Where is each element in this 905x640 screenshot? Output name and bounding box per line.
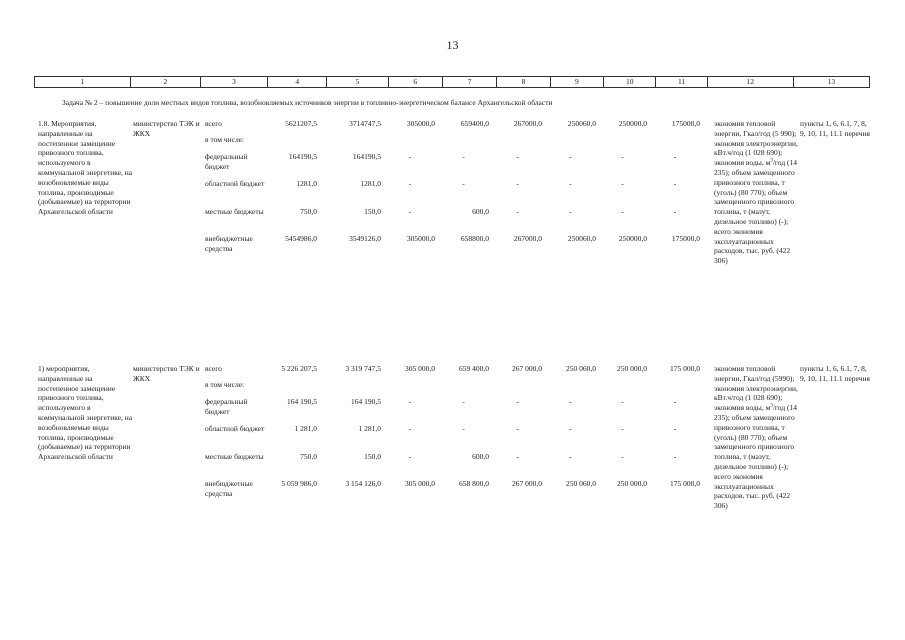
funding-value: - — [462, 152, 465, 161]
executor: министерство ТЭК и ЖКХ — [133, 364, 200, 383]
funding-value: 250 000,0 — [617, 364, 647, 373]
funding-value: 1 281,0 — [358, 424, 381, 433]
funding-value: 267 000,0 — [512, 364, 542, 373]
funding-value: 305000,0 — [406, 119, 435, 128]
funding-value: - — [516, 179, 519, 188]
source-label: внебюджетные средства — [205, 479, 253, 498]
source-label: в том числе: — [205, 135, 245, 144]
funding-value: 175000,0 — [671, 234, 700, 243]
funding-value: 600,0 — [472, 207, 489, 216]
funding-value: - — [516, 452, 519, 461]
funding-value: - — [516, 424, 519, 433]
funding-value: 250 060,0 — [566, 364, 596, 373]
funding-value: - — [462, 397, 465, 406]
col-header: 13 — [793, 77, 869, 88]
funding-value: 164190,5 — [352, 152, 381, 161]
funding-value: 164 190,5 — [287, 397, 317, 406]
funding-value: 305 000,0 — [405, 479, 435, 488]
funding-value: 250 060,0 — [566, 479, 596, 488]
funding-value: 659400,0 — [460, 119, 489, 128]
funding-value: 1 281,0 — [294, 424, 317, 433]
list-items-ref: пункты 1, 6, 6.1, 7, 8, 9, 10, 11, 11.1 перечня — [800, 364, 870, 383]
funding-value: 250000,0 — [618, 119, 647, 128]
funding-value: 164 190,5 — [351, 397, 381, 406]
funding-value: 5 059 986,0 — [281, 479, 317, 488]
funding-value: - — [408, 397, 412, 406]
executor: министерство ТЭК и ЖКХ — [133, 119, 200, 138]
funding-value: 250060,0 — [567, 119, 596, 128]
funding-value: - — [408, 179, 412, 188]
col-header: 8 — [497, 77, 550, 88]
funding-value: - — [408, 452, 412, 461]
list-items-ref: пункты 1, 6, 6.1, 7, 8, 9, 10, 11, 11.1 перечня — [800, 119, 870, 138]
col-header: 12 — [707, 77, 793, 88]
funding-value: 1281,0 — [360, 179, 381, 188]
page-number: 13 — [446, 38, 459, 52]
col-header: 1 — [35, 77, 131, 88]
funding-value: - — [408, 207, 412, 216]
funding-value: 267 000,0 — [512, 479, 542, 488]
measure-name: 1) мероприятия, направленные на постепенное замещение привозного топлива, используемого в коммунальной энергетике, на возобновляемые виды топлива, производимые (добываемые) на территории Архангельской области — [38, 364, 133, 462]
measure-name: 1.8. Мероприятия, направленные на постепенное замещение привозного топлива, используемого в коммунальной энергетике, на возобновляемые виды топлива, производимые (добываемые) на территории Архангельской области — [38, 119, 133, 217]
funding-value: - — [569, 152, 572, 161]
source-label: областной бюджет — [205, 179, 265, 188]
task-title: Задача № 2 – повышение доли местных видов топлива, возобновляемых источников энергии в топливно-энергетическом балансе Архангельской области — [62, 98, 553, 107]
funding-value: - — [569, 207, 572, 216]
funding-value: - — [621, 397, 624, 406]
funding-value: - — [569, 452, 572, 461]
indicators: экономия тепловой энергии, Гкал/год (5 990); экономия электроэнергии, кВт.ч/год (1 028 690); экономия воды, $м^3$/год (14 235); объем замещенного привозного топлива, т (уголь) (80 770); объем замещенного привозного топлива, т (мазут, дизельное топливо) (-); всего экономия эксплуатационных расходов, тыс. руб. (422 306) — [714, 119, 798, 266]
funding-value: 659 400,0 — [459, 364, 489, 373]
funding-value: - — [569, 397, 572, 406]
source-label: в том числе: — [205, 380, 245, 389]
funding-value: - — [621, 207, 624, 216]
funding-value: - — [462, 424, 465, 433]
funding-value: - — [569, 424, 572, 433]
source-label: областной бюджет — [205, 424, 265, 433]
funding-value: - — [621, 179, 624, 188]
funding-value: - — [673, 397, 677, 406]
source-label: федеральный бюджет — [205, 152, 248, 171]
funding-value: 267000,0 — [513, 234, 542, 243]
funding-value: 658 800,0 — [459, 479, 489, 488]
funding-value: 175 000,0 — [670, 364, 700, 373]
funding-value: - — [673, 424, 677, 433]
col-header: 3 — [200, 77, 267, 88]
funding-value: - — [516, 397, 519, 406]
source-label: федеральный бюджет — [205, 397, 248, 416]
funding-value: 164190,5 — [288, 152, 317, 161]
funding-value: - — [673, 152, 677, 161]
col-header: 5 — [327, 77, 388, 88]
funding-value: - — [673, 452, 677, 461]
funding-value: 658800,0 — [460, 234, 489, 243]
col-header: 9 — [550, 77, 603, 88]
col-header: 10 — [603, 77, 655, 88]
source-label: всего — [205, 364, 222, 373]
source-label: местные бюджеты — [205, 452, 264, 461]
funding-value: - — [408, 152, 412, 161]
source-label: местные бюджеты — [205, 207, 264, 216]
funding-value: 305 000,0 — [405, 364, 435, 373]
funding-value: 3549126,0 — [349, 234, 381, 243]
funding-value: - — [516, 207, 519, 216]
funding-value: - — [621, 424, 624, 433]
funding-value: - — [516, 152, 519, 161]
col-header: 6 — [388, 77, 442, 88]
funding-value: 250000,0 — [618, 234, 647, 243]
funding-value: - — [408, 424, 412, 433]
source-label: всего — [205, 119, 222, 128]
funding-value: 267000,0 — [513, 119, 542, 128]
funding-value: 150,0 — [364, 452, 381, 461]
funding-value: 250060,0 — [567, 234, 596, 243]
funding-value: 305000,0 — [406, 234, 435, 243]
funding-value: 150,0 — [364, 207, 381, 216]
funding-value: 1281,0 — [296, 179, 317, 188]
indicators: экономия тепловой энергии, Гкал/год (5990); экономия электроэнергии, кВт.ч/год (1 028 690); экономия воды, $м^3$/год (14 235); объем замещенного привозного топлива, т (уголь) (80 770); объем замещенного привозного топлива, т (мазут, дизельное топливо) (-); всего экономия эксплуатационных расходов, тыс. руб. (422 306) — [714, 364, 798, 511]
funding-value: 750,0 — [300, 207, 317, 216]
col-header: 7 — [442, 77, 496, 88]
funding-value: 3 319 747,5 — [345, 364, 381, 373]
funding-value: - — [621, 452, 624, 461]
funding-value: - — [569, 179, 572, 188]
column-number-header — [34, 76, 870, 88]
funding-value: - — [673, 179, 677, 188]
funding-value: 250 000,0 — [617, 479, 647, 488]
funding-value: 750,0 — [300, 452, 317, 461]
funding-value: 5 226 207,5 — [281, 364, 317, 373]
funding-value: 5454986,0 — [285, 234, 317, 243]
funding-value: - — [462, 179, 465, 188]
funding-value: 5621207,5 — [285, 119, 317, 128]
funding-value: 175000,0 — [671, 119, 700, 128]
col-header: 11 — [656, 77, 707, 88]
funding-value: 175 000,0 — [670, 479, 700, 488]
funding-value: 3 154 126,0 — [345, 479, 381, 488]
funding-value: - — [621, 152, 624, 161]
col-header: 4 — [268, 77, 327, 88]
funding-value: 600,0 — [472, 452, 489, 461]
col-header: 2 — [130, 77, 200, 88]
source-label: внебюджетные средства — [205, 234, 253, 253]
funding-value: - — [673, 207, 677, 216]
funding-value: 3714747,5 — [349, 119, 381, 128]
